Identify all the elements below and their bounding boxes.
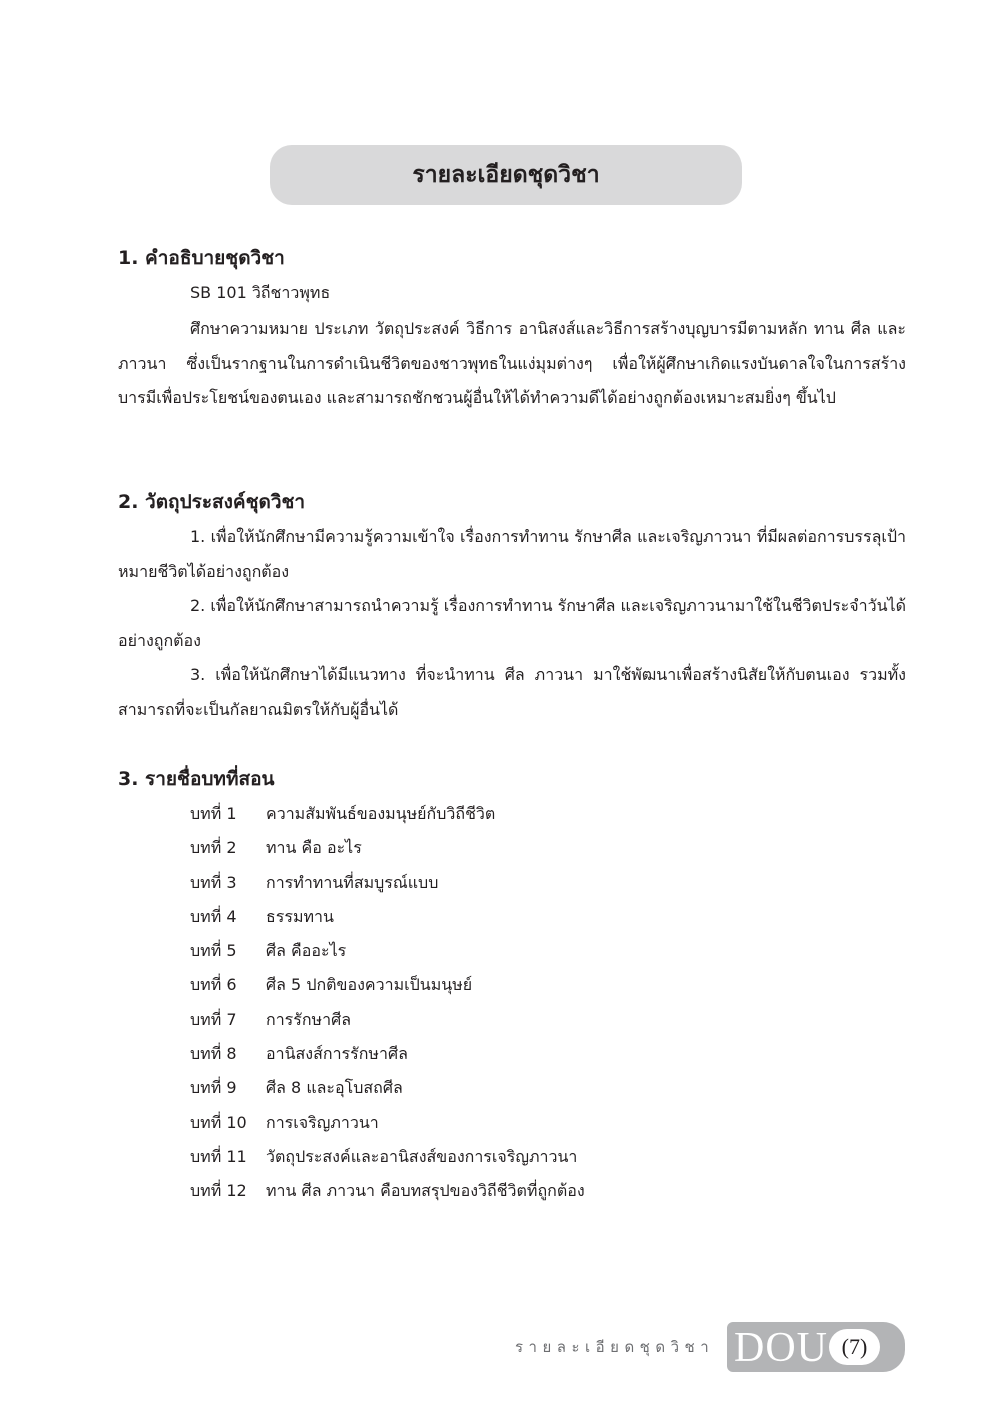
- section-heading-objectives: 2. วัตถุประสงค์ชุดวิชา: [118, 491, 306, 513]
- chapter-title: อานิสงส์การรักษาศีล: [266, 1044, 408, 1064]
- chapter-label: บทที่ 11: [190, 1146, 247, 1166]
- chapter-label: บทที่ 4: [190, 906, 237, 926]
- page-number: (7): [829, 1329, 880, 1365]
- chapter-title: ศีล 5 ปกติของความเป็นมนุษย์: [266, 975, 473, 995]
- chapter-item: [190, 1003, 585, 1037]
- chapter-label: บทที่ 1: [190, 804, 237, 823]
- chapter-item: [190, 900, 585, 934]
- chapter-label: บทที่ 9: [190, 1078, 237, 1098]
- section-heading-description: 1. คำอธิบายชุดวิชา: [118, 247, 285, 269]
- chapter-list: [190, 797, 585, 1209]
- objective-item: [118, 658, 906, 727]
- objective-text: 2. เพื่อให้นักศึกษาสามารถนำความรู้ เรื่องการทำทาน รักษาศีล และเจริญภาวนามาใช้ในชีวิตประจำวันได้อย่างถูกต้อง: [118, 596, 906, 650]
- course-description-text: ศึกษาความหมาย ประเภท วัตถุประสงค์ วิธีการ อานิสงส์และวิธีการสร้างบุญบารมีตามหลัก ทาน ศีล และภาวนา ซึ่งเป็นรากฐานในการดำเนินชีวิตของชาวพุทธในแง่มุมต่างๆ เพื่อให้ผู้ศึกษาเกิดแรงบันดาลใจในการสร้างบารมีเพื่อประโยชน์ของตนเอง และสามารถชักชวนผู้อื่นให้ได้ทำความดีได้อย่างถูกต้องเหมาะสมยิ่งๆ ขึ้นไป: [118, 319, 906, 407]
- footer-section-label: รายละเอียดชุดวิชา: [515, 1338, 715, 1356]
- chapter-label: บทที่ 5: [190, 941, 237, 961]
- page-title: รายละเอียดชุดวิชา: [270, 145, 742, 205]
- course-code-name: SB 101 วิถีชาวพุทธ: [190, 283, 331, 302]
- chapter-label: บทที่ 7: [190, 1009, 237, 1029]
- chapter-item: [190, 831, 585, 865]
- chapter-label: บทที่ 2: [190, 838, 237, 858]
- chapter-title: การเจริญภาวนา: [266, 1112, 379, 1132]
- course-description: [118, 312, 906, 416]
- chapter-item: [190, 866, 585, 900]
- chapter-label: บทที่ 12: [190, 1181, 247, 1201]
- chapter-label: บทที่ 10: [190, 1112, 247, 1132]
- objective-item: [118, 520, 906, 589]
- chapter-title: การทำทานที่สมบูรณ์แบบ: [266, 872, 439, 892]
- chapter-title: การรักษาศีล: [266, 1009, 352, 1029]
- chapter-label: บทที่ 3: [190, 872, 237, 892]
- chapter-item: [190, 1174, 585, 1208]
- chapter-title: ธรรมทาน: [266, 906, 334, 926]
- objective-item: [118, 589, 906, 658]
- chapter-title: วัตถุประสงค์และอานิสงส์ของการเจริญภาวนา: [266, 1146, 578, 1166]
- chapter-title: ทาน ศีล ภาวนา คือบทสรุปของวิถีชีวิตที่ถูกต้อง: [266, 1181, 585, 1201]
- chapter-item: [190, 1071, 585, 1105]
- section-heading-chapters: 3. รายชื่อบทที่สอน: [118, 768, 275, 790]
- chapter-title: ทาน คือ อะไร: [266, 838, 362, 858]
- chapter-item: [190, 1106, 585, 1140]
- chapter-item: [190, 934, 585, 968]
- chapter-title: ศีล 8 และอุโบสถศีล: [266, 1078, 403, 1098]
- chapter-item: [190, 1140, 585, 1174]
- chapter-item: [190, 797, 585, 831]
- chapter-label: บทที่ 8: [190, 1044, 237, 1064]
- objective-text: 3. เพื่อให้นักศึกษาได้มีแนวทาง ที่จะนำทาน ศีล ภาวนา มาใช้พัฒนาเพื่อสร้างนิสัยให้กับตนเอง รวมทั้งสามารถที่จะเป็นกัลยาณมิตรให้กับผู้อื่นได้: [118, 665, 906, 719]
- chapter-title: ศีล คืออะไร: [266, 941, 347, 961]
- chapter-title: ความสัมพันธ์ของมนุษย์กับวิถีชีวิต: [266, 804, 496, 823]
- chapter-item: [190, 1037, 585, 1071]
- objective-text: 1. เพื่อให้นักศึกษามีความรู้ความเข้าใจ เรื่องการทำทาน รักษาศีล และเจริญภาวนา ที่มีผลต่อการบรรลุเป้าหมายชีวิตได้อย่างถูกต้อง: [118, 527, 906, 581]
- footer-brand-logo: DOU: [734, 1325, 828, 1371]
- chapter-label: บทที่ 6: [190, 975, 237, 995]
- chapter-item: [190, 968, 585, 1002]
